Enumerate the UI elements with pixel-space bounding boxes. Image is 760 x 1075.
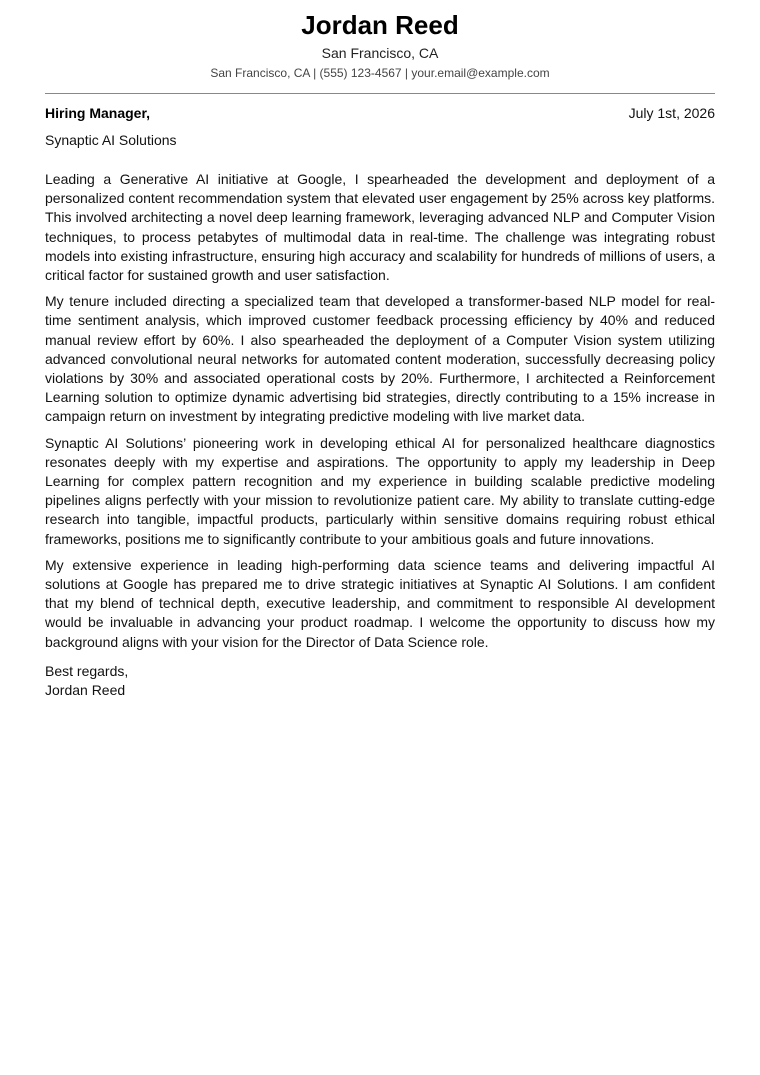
body-paragraph: Synaptic AI Solutions’ pioneering work in developing ethical AI for personalized healthcare diagnostics resonates deeply with my expertise and aspirations. The opportunity to apply my leadership in Deep Learning for complex pattern recognition and my experience in building scalable predictive modeling pipelines aligns perfectly with your mission to revolutionize patient care. My ability to translate cutting-edge research into tangible, impactful products, particularly within sensitive domains requiring robust ethical frameworks, positions me to significantly contribute to your ambitious goals and future innovations.: [45, 434, 715, 547]
recipient-date-row: [45, 103, 715, 123]
sender-location: San Francisco, CA: [321, 45, 439, 61]
letter-header: [45, 0, 715, 82]
letter-body: [45, 170, 715, 652]
salutation: Hiring Manager,: [45, 105, 151, 121]
body-paragraph: Leading a Generative AI initiative at Google, I spearheaded the development and deployment of a personalized content recommendation system that elevated user engagement by 25% across key platforms. This involved architecting a novel deep learning framework, leveraging advanced NLP and Computer Vision techniques, to process petabytes of multimodal data in real-time. The challenge was integrating robust models into existing infrastructure, ensuring high accuracy and scalability for hundreds of millions of users, a critical factor for sustained growth and user satisfaction.: [45, 171, 715, 284]
recipient-company: Synaptic AI Solutions: [45, 132, 177, 148]
sender-contact-line: San Francisco, CA | (555) 123-4567 | your.email@example.com: [210, 66, 550, 80]
letter-closing: [45, 662, 715, 700]
sender-name: Jordan Reed: [301, 10, 459, 40]
closing-phrase: Best regards,: [45, 662, 129, 679]
letter-date: July 1st, 2026: [628, 105, 715, 121]
header-divider: [45, 93, 715, 94]
signature-name: Jordan Reed: [45, 682, 126, 699]
body-paragraph: My extensive experience in leading high-performing data science teams and delivering impactful AI solutions at Google has prepared me to drive strategic initiatives at Synaptic AI Solutions. I am confident that my blend of technical depth, executive leadership, and commitment to responsible AI development would be invaluable in advancing your product roadmap. I welcome the opportunity to discuss how my background aligns with your vision for the Director of Data Science role.: [45, 556, 715, 650]
body-paragraph: My tenure included directing a specialized team that developed a transformer-based NLP model for real-time sentiment analysis, which improved customer feedback processing efficiency by 40% and reduced manual review effort by 60%. I also spearheaded the deployment of a Computer Vision system utilizing advanced convolutional neural networks for automated content moderation, successfully decreasing policy violations by 30% and associated operational costs by 20%. Furthermore, I architected a Reinforcement Learning solution to optimize dynamic advertising bid strategies, directly contributing to a 15% increase in campaign return on investment by integrating predictive modeling with live market data.: [45, 293, 715, 425]
